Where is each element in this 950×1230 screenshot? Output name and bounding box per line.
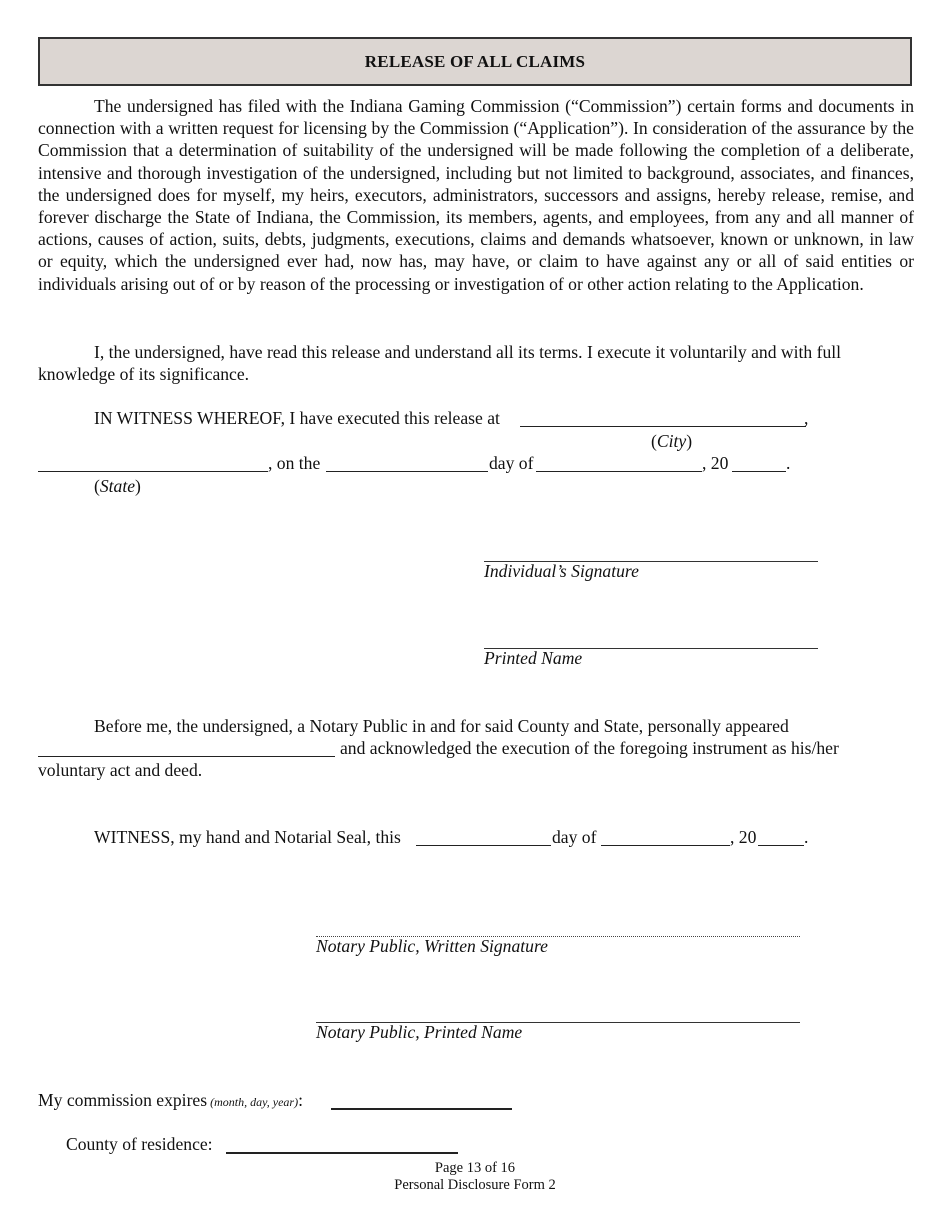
notary-paragraph-line3: voluntary act and deed.: [38, 760, 203, 780]
form-name: Personal Disclosure Form 2: [394, 1177, 556, 1193]
notary-paragraph-line2: and acknowledged the execution of the foregoing instrument as his/her: [340, 738, 839, 758]
city-field[interactable]: [520, 426, 806, 427]
witness-clause-lead: IN WITNESS WHEREOF, I have executed this release at: [94, 408, 500, 428]
day-field[interactable]: [326, 471, 488, 472]
notary-witness-lead: WITNESS, my hand and Notarial Seal, this: [94, 827, 401, 847]
commission-colon: :: [298, 1090, 303, 1110]
state-field[interactable]: [38, 471, 268, 472]
state-hint: (State): [94, 476, 141, 496]
page-number: Page 13 of 16: [434, 1160, 516, 1176]
county-field[interactable]: [226, 1152, 458, 1154]
month-field[interactable]: [536, 471, 702, 472]
commission-expires-field[interactable]: [331, 1108, 512, 1110]
year-field[interactable]: [732, 471, 786, 472]
witness-comma: ,: [804, 408, 809, 428]
state-label: State: [99, 476, 136, 496]
city-label: City: [656, 431, 687, 451]
on-the-text: , on the: [268, 453, 321, 473]
individual-signature-label: Individual’s Signature: [484, 561, 639, 581]
acknowledgement-paragraph: [38, 341, 914, 385]
commission-expires-label: My commission expires: [38, 1090, 208, 1110]
printed-name-label: Printed Name: [484, 648, 583, 668]
commission-expires-row: [38, 1090, 303, 1111]
day-of-text: day of: [489, 453, 534, 473]
commission-expires-hint: (month, day, year): [210, 1095, 299, 1109]
footer: [0, 1160, 950, 1194]
notary-period: .: [804, 827, 809, 847]
notary-day-of-text: day of: [552, 827, 597, 847]
release-paragraph: [38, 95, 914, 295]
release-paragraph-text: The undersigned has filed with the Indiana Gaming Commission (“Commission”) certain forms and documents in connection with a written request for licensing by the Commission (“Application”). In consideration of the assurance by the Commission that a determination of suitability of the undersigned will be made following the completion of a deliberate, intensive and thorough investigation of the undersigned, including but not limited to background, associates, and finances, the undersigned does for myself, my heirs, executors, administrators, successors and assigns, hereby release, remise, and forever discharge the State of Indiana, the Commission, its members, agents, and employees, from any and all manner of actions, causes of action, suits, debts, judgments, executions, claims and demands whatsoever, known or unknown, in law or equity, which the undersigned ever had, now has, may have, or claim to have against any or all of said entities or individuals arising out of or by reason of the processing or investigation of or other action relating to the Application.: [38, 96, 914, 294]
acknowledgement-paragraph-text: I, the undersigned, have read this release and understand all its terms. I execute it voluntarily and with full knowledge of its significance.: [38, 342, 842, 385]
title-banner: [38, 37, 912, 86]
notary-day-field[interactable]: [416, 845, 551, 846]
year-prefix-text: , 20: [702, 453, 729, 473]
page-title: RELEASE OF ALL CLAIMS: [364, 51, 586, 71]
notary-year-field[interactable]: [758, 845, 804, 846]
notary-paragraph-line1: Before me, the undersigned, a Notary Public in and for said County and State, personally appeared: [94, 716, 789, 736]
county-label: County of residence:: [66, 1134, 213, 1154]
city-hint: (City): [651, 431, 693, 451]
notary-signature-label: Notary Public, Written Signature: [316, 936, 548, 956]
witness-period: .: [786, 453, 791, 473]
notary-month-field[interactable]: [601, 845, 730, 846]
notary-year-prefix: , 20: [730, 827, 757, 847]
notary-printed-name-label: Notary Public, Printed Name: [316, 1022, 523, 1042]
appeared-name-field[interactable]: [38, 756, 335, 757]
